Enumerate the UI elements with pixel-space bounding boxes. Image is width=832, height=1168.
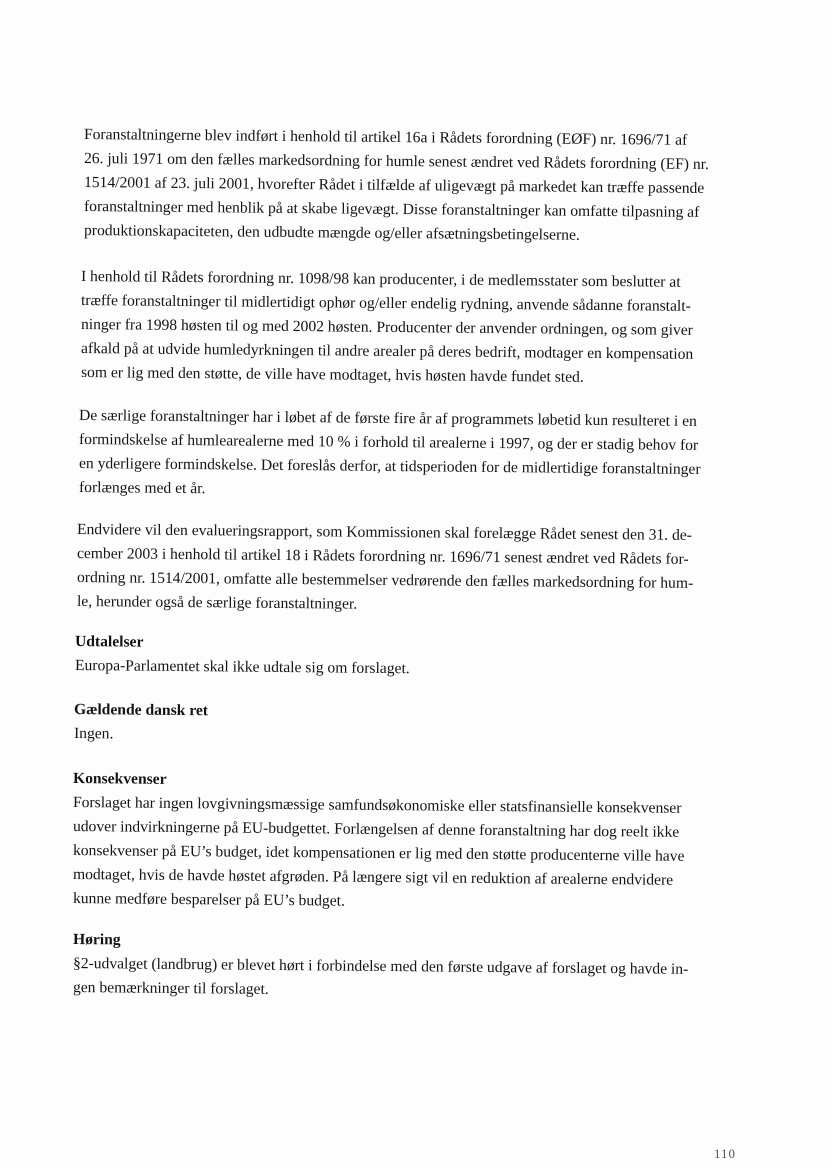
section-line: kunne medføre besparelser på EU’s budget. — [72, 890, 346, 910]
paragraph-line: forlænges med et år. — [78, 479, 206, 498]
paragraph-line: Endvidere vil den evalueringsrapport, som Kommissionen skal forelægge Rådet senest den 31. de- — [76, 521, 693, 544]
page-number: 110 — [714, 1146, 737, 1161]
paragraph-line: produktionskapaciteten, den udbudte mængde og/eller afsætningsbetingelserne. — [83, 222, 580, 244]
paragraph-line: 1514/2001 af 23. juli 2001, hvorefter Rådet i tilfælde af uligevægt på markedet kan træffe passende — [83, 174, 705, 197]
section-line: Europa-Parlamentet skal ikke udtale sig om forslaget. — [74, 657, 410, 678]
section-line: modtaget, hvis de havde høstet afgrøden. På længere sigt vil en reduktion af arealerne endvidere — [72, 866, 674, 889]
paragraph-line: ninger fra 1998 høsten til og med 2002 høsten. Producenter der anvender ordningen, og som giver — [80, 316, 693, 339]
paragraph-line: 26. juli 1971 om den fælles markedsordning for humle senest ændret ved Rådets forordning (EF) nr. — [83, 150, 710, 173]
section-line: konsekvenser på EU’s budget, idet kompensationen er lig med den støtte producenterne ville have — [72, 842, 685, 865]
section-line: udover indvirkningerne på EU-budgettet. Forlængelsen af denne foranstaltning har dog reelt ikke — [72, 818, 680, 841]
section-heading: Gældende dansk ret — [73, 701, 209, 720]
paragraph-line: De særlige foranstaltninger har i løbet af de første fire år af programmets løbetid kun resulteret i en — [78, 407, 697, 430]
section-line: Ingen. — [73, 725, 114, 743]
paragraph-line: en yderligere formindskelse. Det foreslås derfor, at tidsperioden for de midlertidige foranstaltninger — [78, 455, 701, 478]
section-heading: Udtalelser — [74, 633, 144, 651]
paragraph-line: ordning nr. 1514/2001, omfatte alle bestemmelser vedrørende den fælles markedsordning for hum- — [76, 569, 694, 592]
section-line: §2-udvalget (landbrug) er blevet hørt i forbindelse med den første udgave af forslaget og havde in- — [72, 955, 689, 978]
section-heading: Høring — [72, 931, 121, 949]
paragraph-line: Foranstaltningerne blev indført i henhold til artikel 16a i Rådets forordning (EØF) nr. 1696/71 af — [83, 126, 688, 149]
section-heading: Konsekvenser — [72, 770, 167, 788]
paragraph-line: I henhold til Rådets forordning nr. 1098/98 kan producenter, i de medlemsstater som beslutter at — [80, 268, 681, 291]
section-line: Forslaget har ingen lovgivningsmæssige samfundsøkonomiske eller statsfinansielle konsekvenser — [72, 794, 682, 817]
paragraph-line: cember 2003 i henhold til artikel 18 i Rådets forordning nr. 1696/71 senest ændret ved Rådets for- — [76, 545, 689, 568]
paragraph-line: træffe foranstaltninger til midlertidigt ophør og/eller endelig rydning, anvende sådanne foranstalt- — [80, 292, 691, 315]
paragraph-line: afkald på at udvide humledyrkningen til andre arealer på deres bedrift, modtager en kompensation — [80, 340, 694, 363]
paragraph-line: le, herunder også de særlige foranstaltninger. — [76, 593, 358, 613]
paragraph-line: foranstaltninger med henblik på at skabe ligevægt. Disse foranstaltninger kan omfatte tilpasning af — [83, 198, 700, 221]
section-line: gen bemærkninger til forslaget. — [72, 979, 269, 998]
paragraph-line: formindskelse af humlearealerne med 10 % i forhold til arealerne i 1997, og der er stadig behov for — [78, 431, 699, 454]
paragraph-line: som er lig med den støtte, de ville have modtaget, hvis høsten havde fundet sted. — [80, 364, 584, 386]
